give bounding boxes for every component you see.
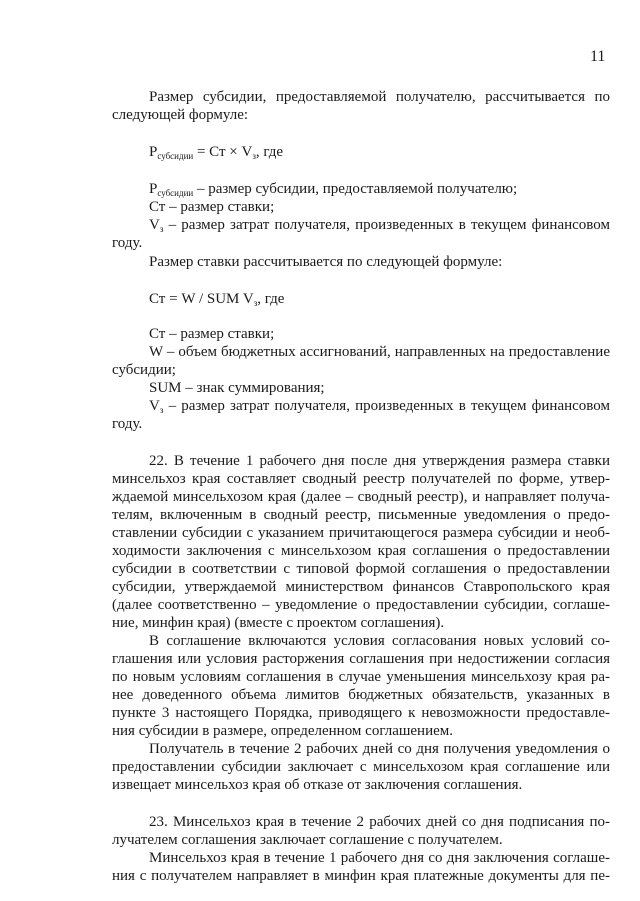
text-line: телям, включенным в сводный реестр, письменные уведомления о предо- — [112, 507, 610, 523]
text-line: Ст – размер ставки; — [149, 326, 275, 342]
text-line: Ст – размер ставки; — [149, 199, 275, 215]
text-line: извещает минсельхоз края об отказе от заключения соглашения. — [112, 777, 523, 793]
text-line: следующей формуле: — [112, 107, 249, 123]
text-line: Размер ставки рассчитывается по следующей формуле: — [149, 254, 503, 270]
text-line: W – объем бюджетных ассигнований, направленных на предоставление — [149, 344, 610, 360]
text-line: субсидии; — [112, 362, 176, 378]
text-line: (далее соответственно – уведомление о предоставлении субсидии, соглаше- — [112, 597, 610, 613]
text-line: Минсельхоз края в течение 1 рабочего дня со дня заключения соглаше- — [149, 850, 610, 866]
text-line: ние, минфин края) (вместе с проектом соглашения). — [112, 615, 445, 631]
text-line: ходимости заключения с минсельхозом края соглашения о предоставлении — [112, 543, 610, 559]
text-line: глашения или условия расторжения соглашения при недостижении согласия — [112, 651, 610, 667]
text-line: предоставлении субсидии заключает с минсельхозом края соглашение или — [112, 759, 610, 775]
text-line: В соглашение включаются условия согласования новых условий со- — [149, 633, 610, 649]
text-line: пункте 3 настоящего Порядка, приводящего к невозможности предоставле- — [112, 705, 610, 721]
text-line: 23. Минсельхоз края в течение 2 рабочих дней со дня подписания по- — [149, 814, 610, 830]
text-line: ставлении субсидии с указанием причитающегося размера субсидии и необ- — [112, 525, 610, 541]
text-line: нее доведенного объема лимитов бюджетных обязательств, указанных в — [112, 687, 610, 703]
text-line: Получатель в течение 2 рабочих дней со дня получения уведомления о — [149, 741, 610, 757]
text-line: ждаемой минсельхозом края (далее – сводный реестр), и направляет получа- — [112, 489, 610, 505]
page-number: 11 — [590, 48, 606, 65]
formula-rate: Ст = W / SUM $V_з$, где — [149, 291, 285, 308]
text-line: году. — [112, 416, 143, 432]
text-line: ния субсидии в размере, определенном соглашением. — [112, 723, 454, 739]
text-line: SUM – знак суммирования; — [149, 380, 325, 396]
formula-subsidy: $P_{субсидии}$ = Ст × $V_з$, где — [149, 144, 284, 161]
text-line: субсидии, утверждаемой министерством финансов Ставропольского края — [112, 579, 610, 595]
text-line: Размер субсидии, предоставляемой получателю, рассчитывается по — [149, 89, 610, 105]
text-line: лучателем соглашения заключает соглашение с получателем. — [112, 832, 503, 848]
text-line: минсельхоз края составляет сводный реестр получателей по форме, утвер- — [112, 471, 610, 487]
text-line: по новым условиям соглашения в случае уменьшения минсельхозу края ра- — [112, 669, 610, 685]
text-line: $V_з$ – размер затрат получателя, произведенных в текущем финансовом — [149, 217, 610, 234]
text-line: $V_з$ – размер затрат получателя, произведенных в текущем финансовом — [149, 398, 610, 415]
text-line: ния с получателем направляет в минфин края платежные документы для пе- — [112, 868, 610, 884]
text-line: году. — [112, 235, 143, 251]
text-line: субсидии в соответствии с типовой формой соглашения о предоставлении — [112, 561, 610, 577]
text-line: 22. В течение 1 рабочего дня после дня утверждения размера ставки — [149, 453, 610, 469]
text-line: $P_{субсидии}$ – размер субсидии, предоставляемой получателю; — [149, 181, 518, 198]
